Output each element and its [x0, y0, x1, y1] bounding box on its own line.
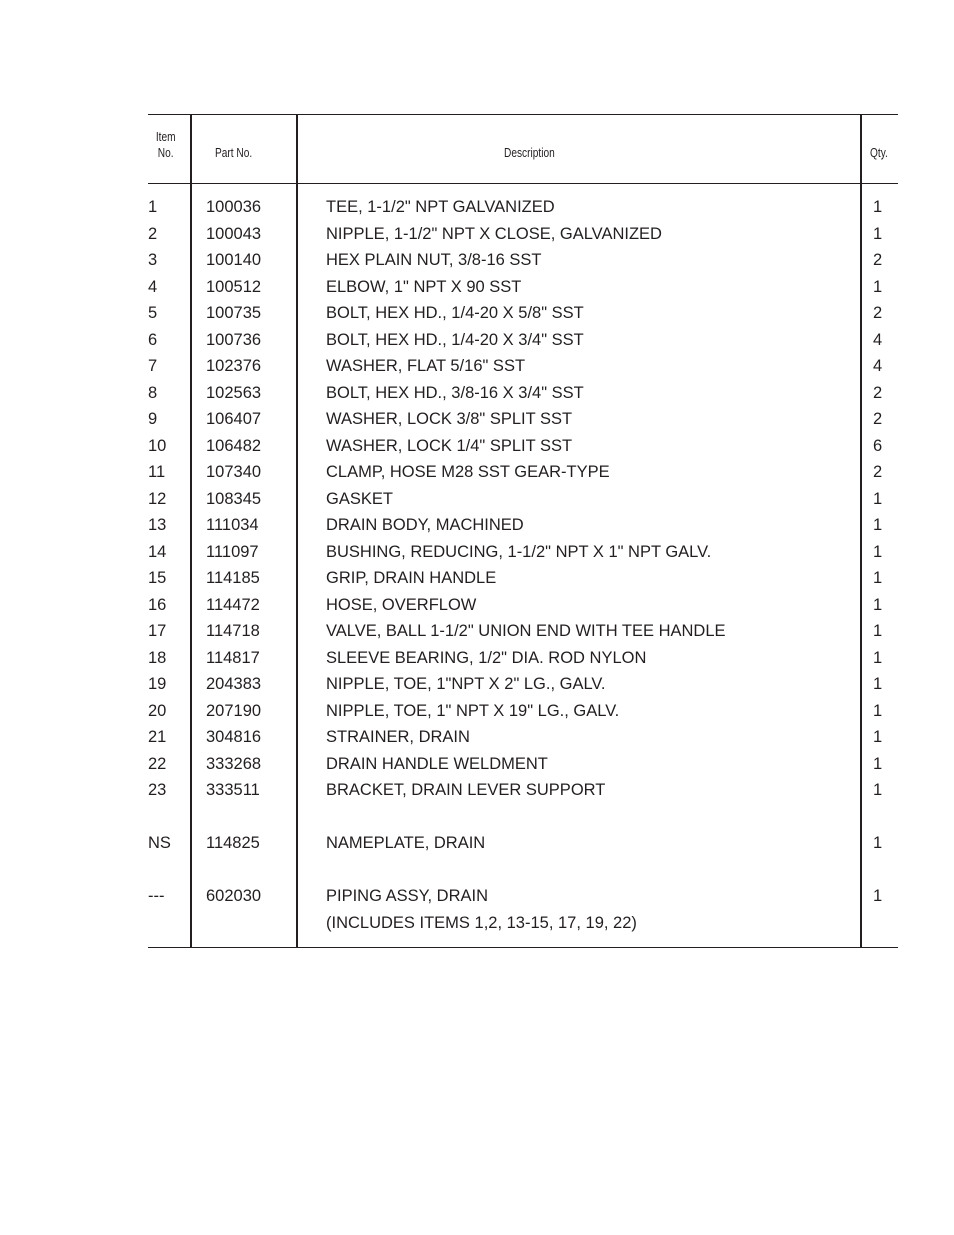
description-cell: BOLT, HEX HD., 1/4-20 X 3/4" SST: [326, 330, 584, 349]
description-cell: BOLT, HEX HD., 1/4-20 X 5/8" SST: [326, 304, 584, 322]
description-cell: WASHER, FLAT 5/16" SST: [326, 357, 526, 375]
item-no-cell: 16: [148, 595, 167, 614]
item-no-cell: 13: [148, 516, 167, 534]
part-no-cell: 207190: [206, 701, 262, 720]
header-item-line2: No.: [157, 145, 174, 160]
part-no-cell: 106482: [206, 436, 262, 455]
description-cell: NAMEPLATE, DRAIN: [326, 834, 486, 852]
row-spacer: [148, 857, 898, 884]
qty-cell: 1: [873, 834, 883, 852]
description-cell: NIPPLE, TOE, 1"NPT X 2" LG., GALV.: [326, 675, 606, 693]
table-row: [148, 327, 898, 354]
description-cell: BOLT, HEX HD., 3/8-16 X 3/4" SST: [326, 383, 584, 402]
header-item-line1: Item: [155, 129, 176, 144]
description-cell: GASKET: [326, 489, 393, 508]
item-no-cell: 18: [148, 648, 167, 667]
header-part-no: Part No.: [215, 145, 253, 160]
qty-cell: 2: [873, 251, 883, 269]
table-row: [148, 698, 898, 725]
qty-cell: 6: [873, 436, 883, 455]
table-row: [148, 300, 898, 327]
description-cell: WASHER, LOCK 3/8" SPLIT SST: [326, 410, 573, 428]
table-row: [148, 433, 898, 460]
item-no-cell: 21: [148, 728, 167, 746]
header-rule: [148, 183, 898, 184]
part-no-cell: 204383: [206, 675, 262, 693]
table-row: [148, 512, 898, 539]
qty-cell: 1: [873, 887, 883, 905]
qty-cell: 2: [873, 463, 883, 481]
part-no-cell: 102563: [206, 383, 262, 402]
qty-cell: 1: [873, 198, 883, 216]
description-cell: TEE, 1-1/2" NPT GALVANIZED: [326, 198, 555, 216]
qty-cell: 1: [873, 728, 883, 746]
table-row: [148, 565, 898, 592]
description-cell: GRIP, DRAIN HANDLE: [326, 569, 497, 587]
table-row: [148, 539, 898, 566]
description-cell: VALVE, BALL 1-1/2" UNION END WITH TEE HANDLE: [326, 622, 726, 640]
description-cell: ELBOW, 1" NPT X 90 SST: [326, 277, 522, 296]
description-cell: WASHER, LOCK 1/4" SPLIT SST: [326, 436, 573, 455]
part-no-cell: 108345: [206, 489, 262, 508]
description-cell: STRAINER, DRAIN: [326, 728, 470, 746]
description-cell: BUSHING, REDUCING, 1-1/2" NPT X 1" NPT GALV.: [326, 542, 712, 561]
part-no-cell: 100043: [206, 224, 262, 243]
part-no-cell: 114185: [206, 569, 260, 587]
table-bottom-rule: [148, 947, 898, 948]
item-no-cell: 7: [148, 357, 158, 375]
qty-cell: 1: [873, 277, 883, 296]
qty-cell: 4: [873, 330, 883, 349]
qty-cell: 4: [873, 357, 883, 375]
item-no-cell: NS: [148, 834, 171, 852]
part-no-cell: 333268: [206, 754, 262, 773]
part-no-cell: 114817: [206, 648, 260, 667]
item-no-cell: 14: [148, 542, 167, 561]
qty-cell: 2: [873, 383, 883, 402]
part-no-cell: 106407: [206, 410, 262, 428]
description-cell: CLAMP, HOSE M28 SST GEAR-TYPE: [326, 463, 610, 481]
header-qty: Qty.: [870, 145, 888, 160]
qty-cell: 1: [873, 542, 883, 561]
item-no-cell: 3: [148, 251, 158, 269]
item-no-cell: 10: [148, 436, 167, 455]
table-row: [148, 645, 898, 672]
item-no-cell: 17: [148, 622, 167, 640]
table-row: [148, 724, 898, 751]
item-no-cell: 2: [148, 224, 158, 243]
table-row: [148, 459, 898, 486]
item-no-cell: 1: [148, 198, 158, 216]
table-row: [148, 353, 898, 380]
qty-cell: 1: [873, 569, 883, 587]
table-row: [148, 592, 898, 619]
qty-cell: 1: [873, 224, 883, 243]
qty-cell: 1: [873, 622, 883, 640]
part-no-cell: 100736: [206, 330, 262, 349]
table-row: [148, 221, 898, 248]
description-cell: PIPING ASSY, DRAIN: [326, 887, 489, 905]
description-cell-line2: (INCLUDES ITEMS 1,2, 13-15, 17, 19, 22): [326, 913, 637, 932]
description-cell: HOSE, OVERFLOW: [326, 595, 477, 614]
table-row: [148, 830, 898, 857]
item-no-cell: ---: [148, 887, 165, 905]
part-no-cell: 111034: [206, 516, 259, 534]
part-no-cell: 333511: [206, 781, 260, 799]
qty-cell: 1: [873, 516, 883, 534]
item-no-cell: 20: [148, 701, 167, 720]
item-no-cell: 4: [148, 277, 158, 296]
part-no-cell: 114472: [206, 595, 260, 614]
item-no-cell: 9: [148, 410, 158, 428]
header-description: Description: [504, 145, 555, 160]
qty-cell: 1: [873, 489, 883, 508]
item-no-cell: 11: [148, 463, 166, 481]
description-cell: NIPPLE, TOE, 1" NPT X 19" LG., GALV.: [326, 701, 620, 720]
item-no-cell: 5: [148, 304, 158, 322]
description-cell: SLEEVE BEARING, 1/2" DIA. ROD NYLON: [326, 648, 647, 667]
part-no-cell: 100036: [206, 198, 262, 216]
part-no-cell: 102376: [206, 357, 262, 375]
description-cell: DRAIN HANDLE WELDMENT: [326, 754, 548, 773]
description-cell: BRACKET, DRAIN LEVER SUPPORT: [326, 781, 606, 799]
part-no-cell: 111097: [206, 542, 259, 561]
part-no-cell: 100140: [206, 251, 262, 269]
part-no-cell: 602030: [206, 887, 262, 905]
table-top-rule: [148, 114, 898, 115]
table-row: [148, 486, 898, 513]
item-no-cell: 6: [148, 330, 158, 349]
table-row: [148, 274, 898, 301]
part-no-cell: 304816: [206, 728, 262, 746]
qty-cell: 2: [873, 410, 883, 428]
table-body: [148, 194, 898, 932]
table-row: [148, 247, 898, 274]
item-no-cell: 15: [148, 569, 167, 587]
table-row: [148, 194, 898, 221]
description-cell: NIPPLE, 1-1/2" NPT X CLOSE, GALVANIZED: [326, 224, 662, 243]
table-row: [148, 406, 898, 433]
table-row: [148, 618, 898, 645]
table-row: [148, 883, 898, 932]
qty-cell: 1: [873, 648, 883, 667]
item-no-cell: 23: [148, 781, 167, 799]
qty-cell: 2: [873, 304, 883, 322]
table-row: [148, 380, 898, 407]
part-no-cell: 107340: [206, 463, 262, 481]
row-spacer: [148, 804, 898, 831]
qty-cell: 1: [873, 675, 883, 693]
qty-cell: 1: [873, 701, 883, 720]
part-no-cell: 114718: [206, 622, 260, 640]
part-no-cell: 114825: [206, 834, 260, 852]
item-no-cell: 8: [148, 383, 158, 402]
item-no-cell: 12: [148, 489, 167, 508]
parts-table: [148, 114, 898, 948]
qty-cell: 1: [873, 754, 883, 773]
header-item-no: [154, 129, 177, 161]
qty-cell: 1: [873, 781, 883, 799]
item-no-cell: 19: [148, 675, 167, 693]
table-row: [148, 671, 898, 698]
table-row: [148, 751, 898, 778]
description-cell: HEX PLAIN NUT, 3/8-16 SST: [326, 251, 542, 269]
part-no-cell: 100735: [206, 304, 262, 322]
qty-cell: 1: [873, 595, 883, 614]
table-row: [148, 777, 898, 804]
description-cell: DRAIN BODY, MACHINED: [326, 516, 524, 534]
part-no-cell: 100512: [206, 277, 262, 296]
item-no-cell: 22: [148, 754, 167, 773]
